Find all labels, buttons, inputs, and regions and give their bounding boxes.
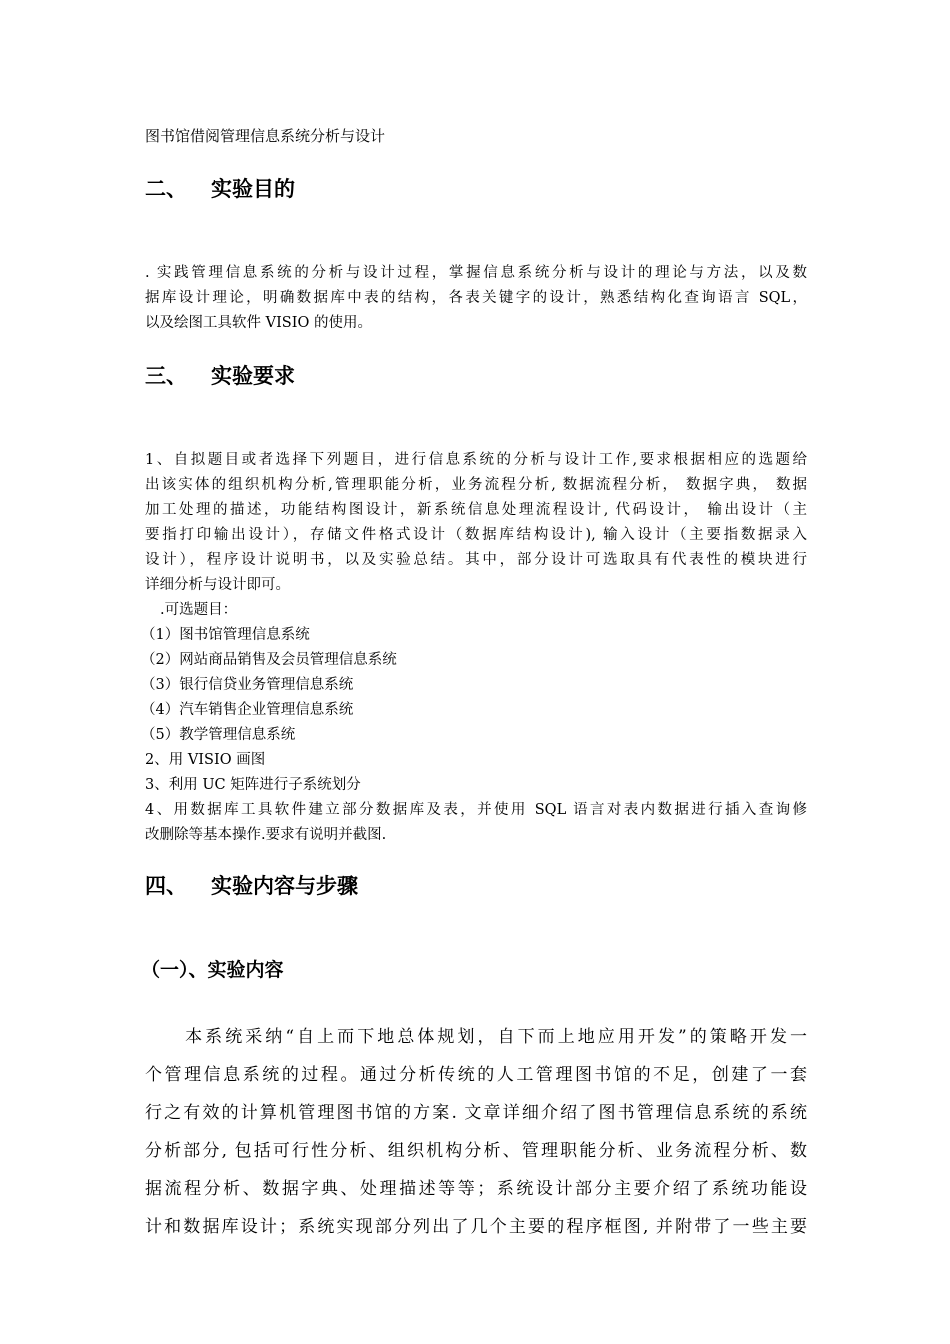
requirement-item-2: 2、用 VISIO 画图 bbox=[145, 752, 266, 768]
paragraph-line: 加工处理的描述，功能结构图设计，新系统信息处理流程设计, 代码设计， 输出设计（主 bbox=[145, 502, 807, 518]
options-label: .可选题目： bbox=[160, 602, 238, 618]
objectives-paragraph bbox=[145, 261, 807, 336]
paragraph-line: 行之有效的计算机管理图书馆的方案. 文章详细介绍了图书管理信息系统的系统 bbox=[145, 1103, 807, 1123]
document-title: 图书馆借阅管理信息系统分析与设计 bbox=[145, 127, 386, 145]
section-title: 实验要求 bbox=[211, 364, 295, 388]
section-heading-content-steps bbox=[145, 872, 358, 900]
paragraph-line: 据库设计理论，明确数据库中表的结构，各表关键字的设计，熟悉结构化查询语言 SQL， bbox=[145, 290, 807, 306]
requirements-paragraph bbox=[145, 448, 807, 598]
paragraph-line: . 实践管理信息系统的分析与设计过程，掌握信息系统分析与设计的理论与方法，以及数 bbox=[145, 265, 807, 281]
paragraph-line: 出该实体的组织机构分析,管理职能分析，业务流程分析, 数据流程分析， 数据字典， 数据 bbox=[145, 477, 807, 493]
paragraph-line: 改删除等基本操作.要求有说明并截图. bbox=[145, 827, 387, 843]
section-heading-objectives bbox=[145, 175, 295, 203]
paragraph-line: 1、自拟题目或者选择下列题目，进行信息系统的分析与设计工作,要求根据相应的选题给 bbox=[145, 452, 807, 468]
content-paragraph bbox=[145, 1018, 807, 1246]
paragraph-line: 以及绘图工具软件 VISIO 的使用。 bbox=[145, 315, 372, 331]
option-item: （4）汽车销售企业管理信息系统 bbox=[141, 702, 354, 718]
subsection-heading-content: （一）、实验内容 bbox=[141, 959, 284, 981]
section-number: 三、 bbox=[145, 364, 187, 388]
section-title: 实验目的 bbox=[211, 177, 295, 201]
paragraph-line: 分析部分, 包括可行性分析、组织机构分析、管理职能分析、业务流程分析、数 bbox=[145, 1141, 807, 1161]
requirement-item-4 bbox=[145, 798, 807, 848]
paragraph-line: 个管理信息系统的过程。通过分析传统的人工管理图书馆的不足，创建了一套 bbox=[145, 1065, 807, 1085]
requirement-item-3: 3、利用 UC 矩阵进行子系统划分 bbox=[145, 777, 361, 793]
section-number: 二、 bbox=[145, 177, 187, 201]
paragraph-line: 要指打印输出设计），存储文件格式设计（数据库结构设计), 输入设计（主要指数据录入 bbox=[145, 527, 807, 543]
option-item: （5）教学管理信息系统 bbox=[141, 727, 296, 743]
paragraph-line: 据流程分析、数据字典、处理描述等等；系统设计部分主要介绍了系统功能设 bbox=[145, 1179, 807, 1199]
section-title: 实验内容与步骤 bbox=[211, 874, 358, 898]
option-item: （1）图书馆管理信息系统 bbox=[141, 627, 310, 643]
section-heading-requirements bbox=[145, 362, 295, 390]
paragraph-line: 设计），程序设计说明书，以及实验总结。其中，部分设计可选取具有代表性的模块进行 bbox=[145, 552, 807, 568]
paragraph-line: 本系统采纳“自上而下地总体规划，自下而上地应用开发”的策略开发一 bbox=[145, 1027, 807, 1047]
option-item: （3）银行信贷业务管理信息系统 bbox=[141, 677, 354, 693]
section-number: 四、 bbox=[145, 874, 187, 898]
option-item: （2）网站商品销售及会员管理信息系统 bbox=[141, 652, 397, 668]
paragraph-line: 4、用数据库工具软件建立部分数据库及表，并使用 SQL 语言对表内数据进行插入查询修 bbox=[145, 802, 807, 818]
paragraph-line: 计和数据库设计；系统实现部分列出了几个主要的程序框图, 并附带了一些主要 bbox=[145, 1217, 807, 1237]
paragraph-line: 详细分析与设计即可。 bbox=[145, 577, 290, 593]
